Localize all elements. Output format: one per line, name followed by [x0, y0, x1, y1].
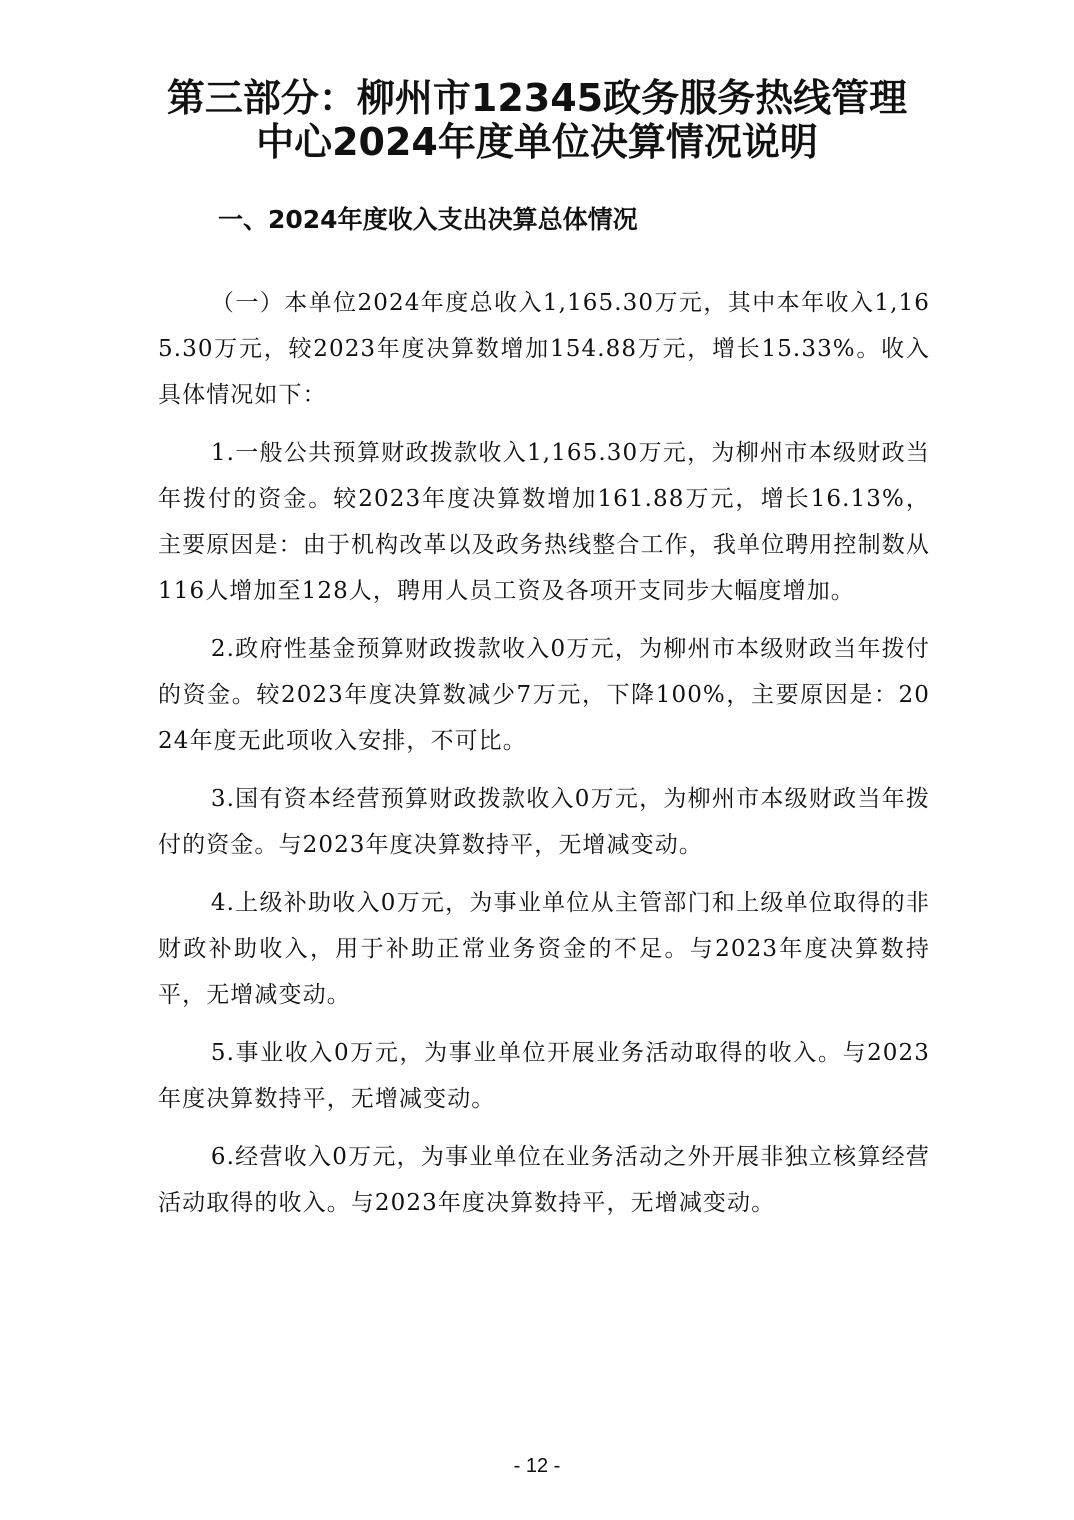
- page-title: [0, 76, 1074, 164]
- paragraph-total-income: （一）本单位2024年度总收入1,165.30万元，其中本年收入1,165.30万元，较2023年度决算数增加154.88万元，增长15.33%。收入具体情况如下：: [158, 290, 930, 408]
- section-heading: 一、2024年度收入支出决算总体情况: [218, 205, 638, 234]
- paragraph-business-income: 5.事业收入0万元，为事业单位开展业务活动取得的收入。与2023年度决算数持平，无增减变动。: [158, 1040, 930, 1112]
- paragraph-superior-subsidy: 4.上级补助收入0万元，为事业单位从主管部门和上级单位取得的非财政补助收入，用于补助正常业务资金的不足。与2023年度决算数持平，无增减变动。: [158, 890, 930, 1008]
- paragraph-general-budget: 1.一般公共预算财政拨款收入1,165.30万元，为柳州市本级财政当年拨付的资金。较2023年度决算数增加161.88万元，增长16.13%，主要原因是：由于机构改革以及政务热线整合工作，我单位聘用控制数从116人增加至128人，聘用人员工资及各项开支同步大幅度增加。: [158, 440, 930, 604]
- paragraph-state-capital: 3.国有资本经营预算财政拨款收入0万元，为柳州市本级财政当年拨付的资金。与2023年度决算数持平，无增减变动。: [158, 786, 930, 858]
- title-line-2: 中心2024年度单位决算情况说明: [256, 120, 818, 164]
- paragraph-operating-income: 6.经营收入0万元，为事业单位在业务活动之外开展非独立核算经营活动取得的收入。与2023年度决算数持平，无增减变动。: [158, 1144, 930, 1216]
- page-number: - 12 -: [513, 1455, 561, 1477]
- title-line-1: 第三部分：柳州市12345政务服务热线管理: [166, 76, 908, 120]
- paragraph-fund-budget: 2.政府性基金预算财政拨款收入0万元，为柳州市本级财政当年拨付的资金。较2023年度决算数减少7万元，下降100%，主要原因是：2024年度无此项收入安排，不可比。: [158, 636, 930, 754]
- body-text: [158, 280, 930, 1238]
